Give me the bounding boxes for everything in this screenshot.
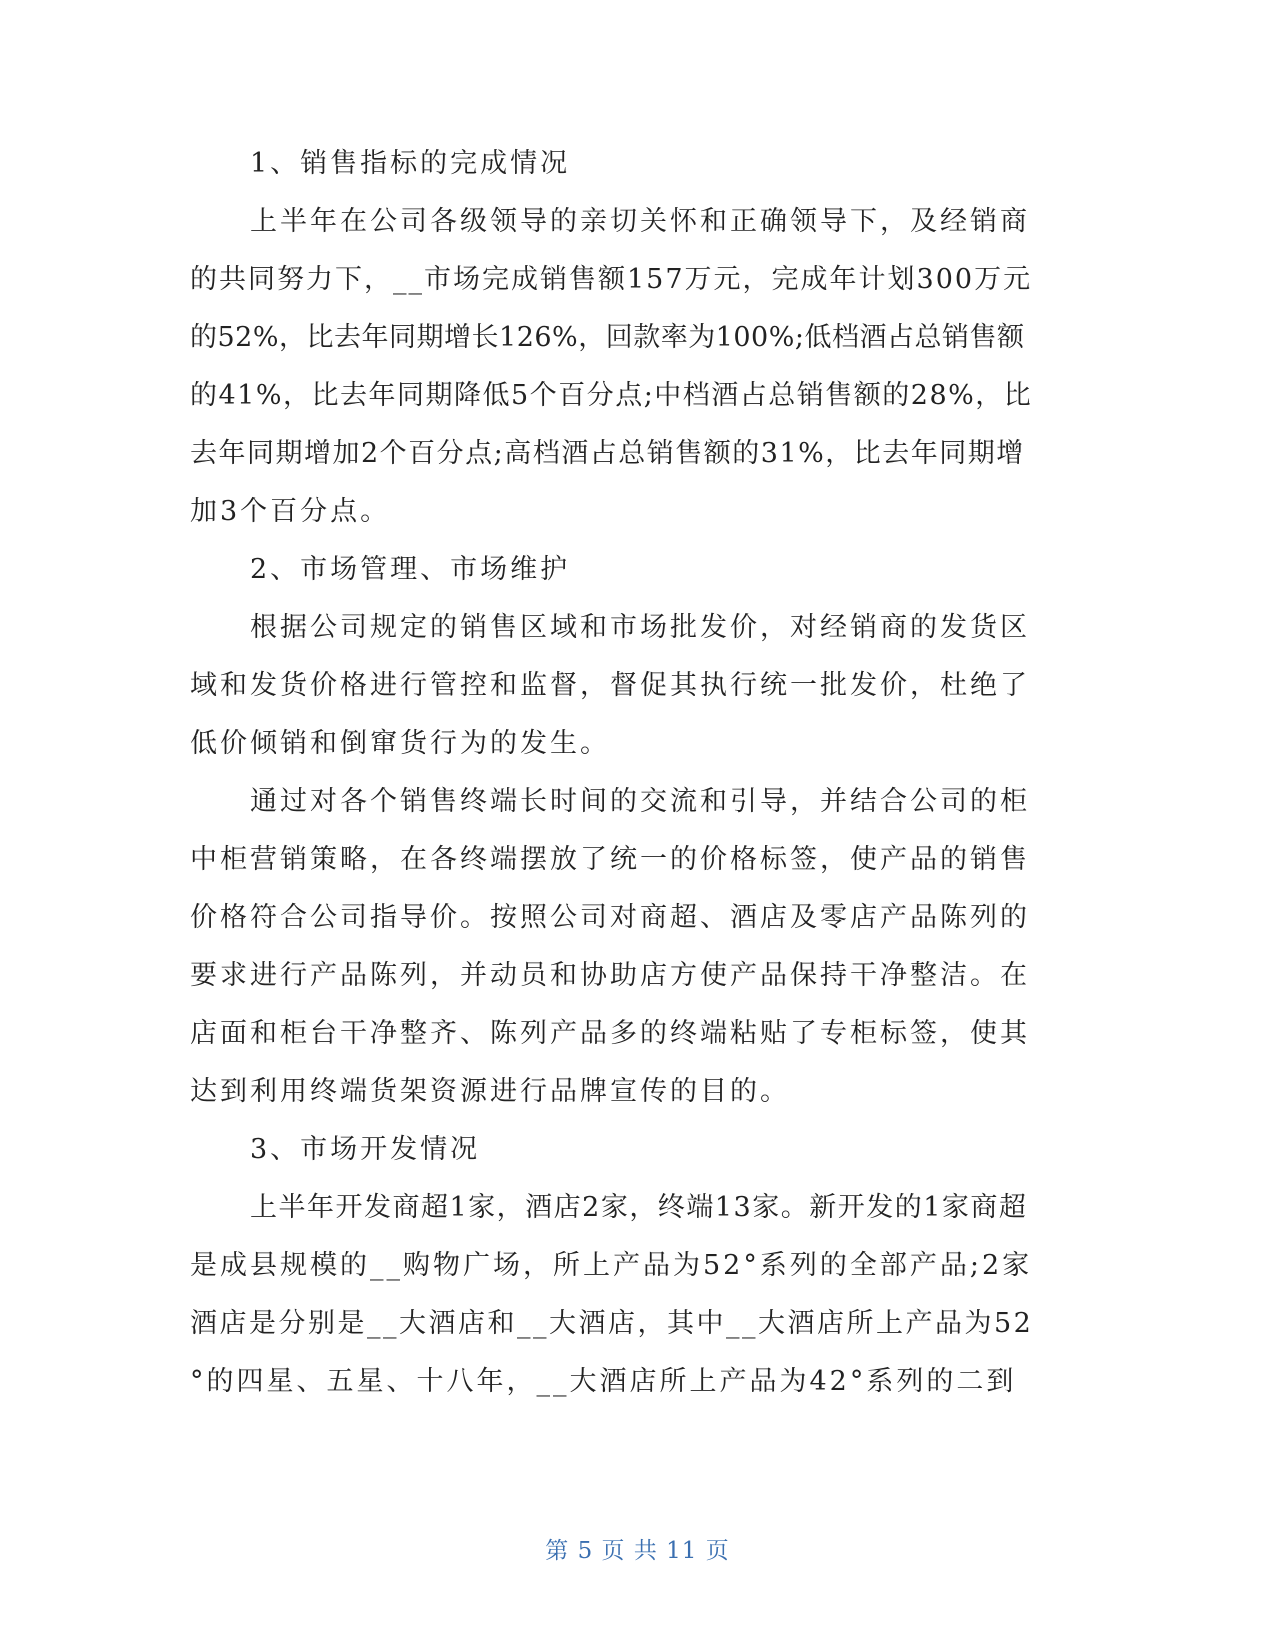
paragraph-line: 低价倾销和倒窜货行为的发生。 <box>190 728 610 759</box>
paragraph-line: 店面和柜台干净整齐、陈列产品多的终端粘贴了专柜标签，使其 <box>190 1018 1030 1049</box>
paragraph-line: °的四星、五星、十八年，__大酒店所上产品为42°系列的二到 <box>190 1366 1017 1397</box>
paragraph-line: 酒店是分别是__大酒店和__大酒店，其中__大酒店所上产品为52 <box>190 1308 1034 1339</box>
paragraph-line: 的41%，比去年同期降低5个百分点;中档酒占总销售额的28%，比 <box>190 380 1033 411</box>
heading-sales-targets: 1、销售指标的完成情况 <box>250 148 571 179</box>
paragraph-line: 的52%，比去年同期增长126%，回款率为100%;低档酒占总销售额 <box>190 322 1025 353</box>
paragraph-line: 去年同期增加2个百分点;高档酒占总销售额的31%，比去年同期增 <box>190 438 1025 469</box>
paragraph-line: 要求进行产品陈列，并动员和协助店方使产品保持干净整洁。在 <box>190 960 1030 991</box>
paragraph-line: 上半年在公司各级领导的亲切关怀和正确领导下，及经销商 <box>250 206 1030 237</box>
paragraph-line: 加3个百分点。 <box>190 496 391 527</box>
paragraph-line: 根据公司规定的销售区域和市场批发价，对经销商的发货区 <box>250 612 1030 643</box>
paragraph-line: 是成县规模的__购物广场，所上产品为52°系列的全部产品;2家 <box>190 1250 1033 1281</box>
paragraph-line: 上半年开发商超1家，酒店2家，终端13家。新开发的1家商超 <box>250 1192 1028 1223</box>
heading-market-management: 2、市场管理、市场维护 <box>250 554 571 585</box>
page-indicator: 第 5 页 共 11 页 <box>545 1538 730 1564</box>
paragraph-line: 域和发货价格进行管控和监督，督促其执行统一批发价，杜绝了 <box>190 670 1030 701</box>
paragraph-line: 价格符合公司指导价。按照公司对商超、酒店及零店产品陈列的 <box>190 902 1030 933</box>
paragraph-line: 通过对各个销售终端长时间的交流和引导，并结合公司的柜 <box>250 786 1030 817</box>
heading-market-development: 3、市场开发情况 <box>250 1134 481 1165</box>
paragraph-line: 中柜营销策略，在各终端摆放了统一的价格标签，使产品的销售 <box>190 844 1030 875</box>
paragraph-line: 的共同努力下，__市场完成销售额157万元，完成年计划300万元 <box>190 264 1033 295</box>
paragraph-line: 达到利用终端货架资源进行品牌宣传的目的。 <box>190 1076 790 1107</box>
